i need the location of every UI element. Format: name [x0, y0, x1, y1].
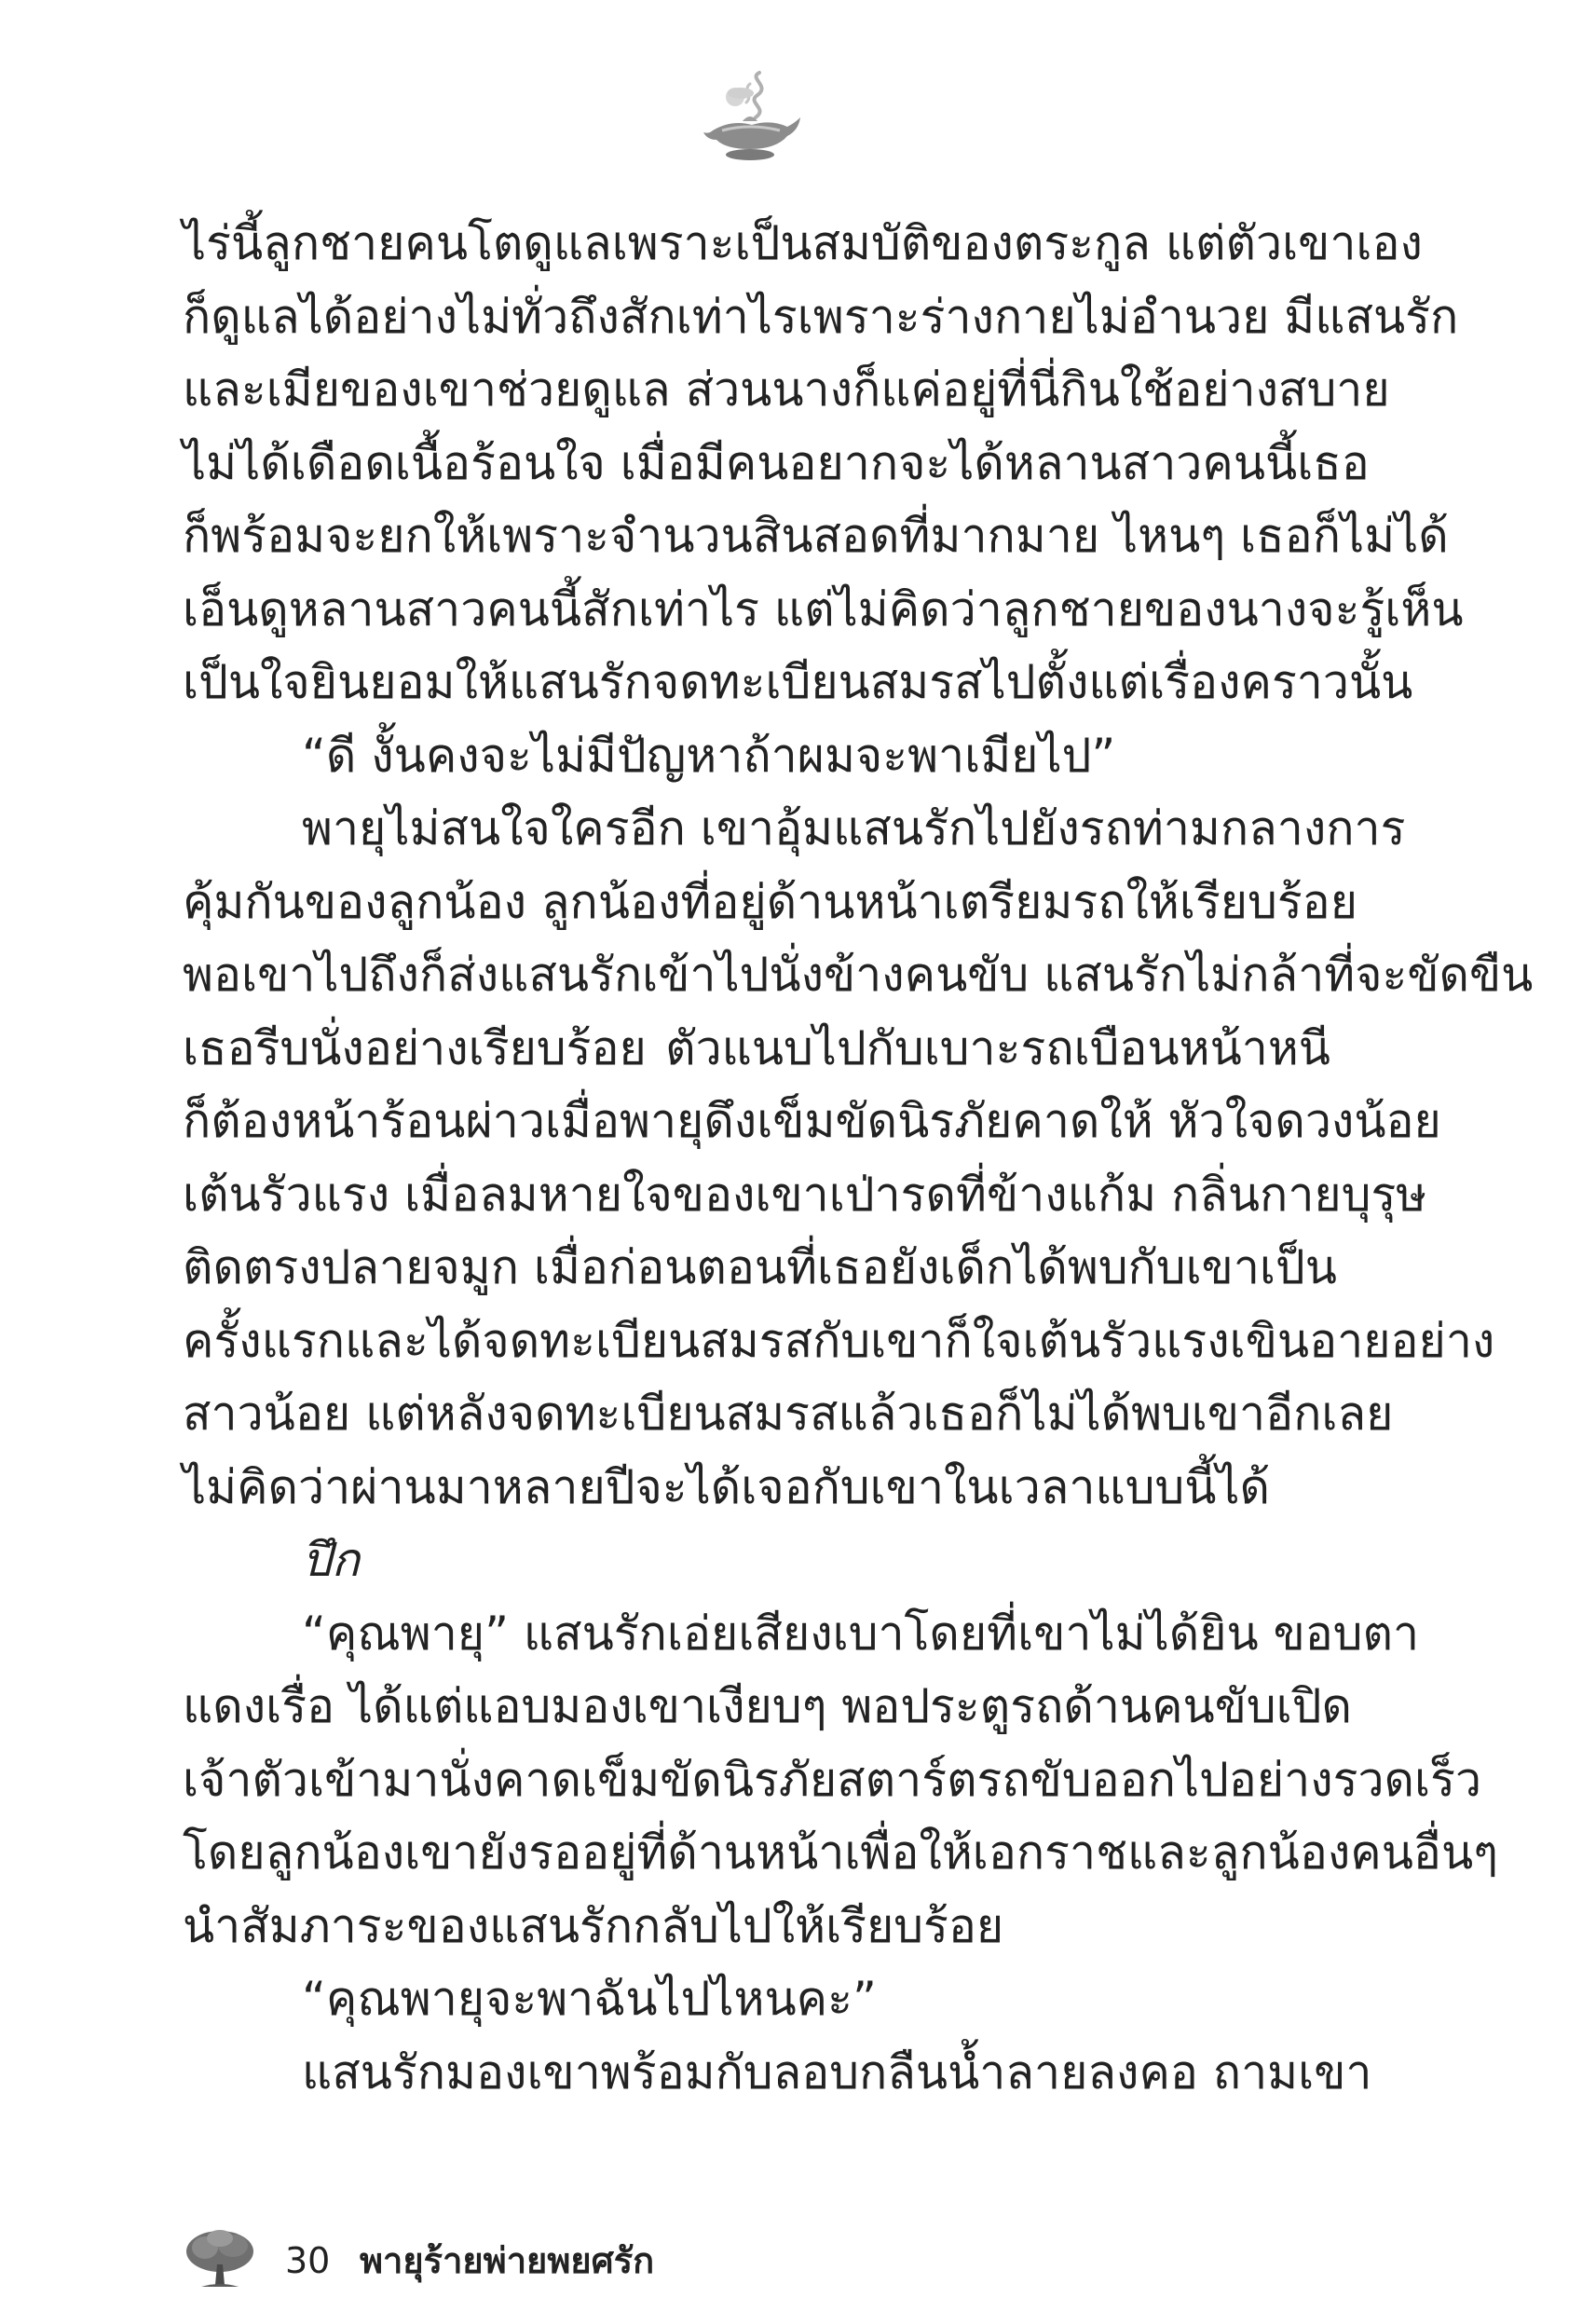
paragraph	[183, 1962, 1330, 2036]
text-line: พายุไม่สนใจใครอีก เขาอุ้มแสนรักไปยังรถท่ามกลางการ	[302, 801, 1406, 855]
text-line: “คุณพายุ” แสนรักเอ่ยเสียงเบาโดยที่เขาไม่ได้ยิน ขอบตา	[302, 1606, 1420, 1661]
text-line: ครั้งแรกและได้จดทะเบียนสมรสกับเขาก็ใจเต้นรัวแรงเขินอายอย่าง	[183, 1313, 1495, 1368]
paragraph	[183, 2036, 1372, 2110]
text-line: ติดตรงปลายจมูก เมื่อก่อนตอนที่เธอยังเด็กได้พบกับเขาเป็น	[183, 1240, 1337, 1294]
text-line: โดยลูกน้องเขายังรออยู่ที่ด้านหน้าเพื่อให้เอกราชและลูกน้องคนอื่นๆ	[183, 1826, 1498, 1880]
text-line: “ดี งั้นคงจะไม่มีปัญหาถ้าผมจะพาเมียไป”	[302, 728, 1116, 783]
text-line: ไม่คิดว่าผ่านมาหลายปีจะได้เจอกับเขาในเวลาแบบนี้ได้	[183, 1459, 1270, 1514]
text-line: เต้นรัวแรง เมื่อลมหายใจของเขาเป่ารดที่ข้างแก้ม กลิ่นกายบุรุษ	[183, 1167, 1427, 1222]
text-line: คุ้มกันของลูกน้อง ลูกน้องที่อยู่ด้านหน้าเตรียมรถให้เรียบร้อย	[183, 874, 1358, 929]
text-line: เจ้าตัวเข้ามานั่งคาดเข็มขัดนิรภัยสตาร์ตรถขับออกไปอย่างรวดเร็ว	[183, 1752, 1482, 1807]
text-line: แดงเรื่อ ได้แต่แอบมองเขาเงียบๆ พอประตูรถด้านคนขับเปิด	[183, 1679, 1352, 1733]
text-line: ก็พร้อมจะยกให้เพราะจำนวนสินสอดที่มากมาย ไหนๆ เธอก็ไม่ได้	[183, 509, 1449, 563]
page-footer	[183, 2227, 1021, 2302]
text-line: เอ็นดูหลานสาวคนนี้สักเท่าไร แต่ไม่คิดว่าลูกชายของนางจะรู้เห็น	[183, 581, 1464, 636]
text-line: ปึก	[302, 1533, 361, 1587]
text-line: นำสัมภาระของแสนรักกลับไปให้เรียบร้อย	[183, 1898, 1004, 1953]
magic-lamp-icon	[694, 65, 806, 168]
paragraph	[183, 719, 1330, 793]
paragraph	[183, 1524, 1330, 1597]
page-number: 30	[285, 2240, 331, 2281]
text-line: “คุณพายุจะพาฉันไปไหนคะ”	[302, 1972, 877, 2026]
body-text	[183, 207, 1534, 2109]
text-line: ก็ต้องหน้าร้อนผ่าวเมื่อพายุดึงเข็มขัดนิรภัยคาดให้ หัวใจดวงน้อย	[183, 1094, 1441, 1148]
text-line: สาวน้อย แต่หลังจดทะเบียนสมรสแล้วเธอก็ไม่ได้พบเขาอีกเลย	[183, 1387, 1394, 1441]
text-line: เป็นใจยินยอมให้แสนรักจดทะเบียนสมรสไปตั้งแต่เรื่องคราวนั้น	[183, 655, 1413, 709]
book-title: พายุร้ายพ่ายพยศรัก	[360, 2240, 655, 2281]
text-line: พอเขาไปถึงก็ส่งแสนรักเข้าไปนั่งข้างคนขับ แสนรักไม่กล้าที่จะขัดขืน	[183, 948, 1534, 1002]
tree-icon	[183, 2227, 257, 2294]
text-line: ก็ดูแลได้อย่างไม่ทั่วถึงสักเท่าไรเพราะร่างกายไม่อำนวย มีแสนรัก	[183, 289, 1459, 344]
paragraph	[183, 792, 1534, 1524]
text-line: ไร่นี้ลูกชายคนโตดูแลเพราะเป็นสมบัติของตระกูล แต่ตัวเขาเอง	[183, 216, 1423, 270]
paragraph	[183, 207, 1464, 719]
paragraph	[183, 1597, 1498, 1963]
text-line: เธอรีบนั่งอย่างเรียบร้อย ตัวแนบไปกับเบาะรถเบือนหน้าหนี	[183, 1020, 1330, 1075]
text-line: ไม่ได้เดือดเนื้อร้อนใจ เมื่อมีคนอยากจะได้หลานสาวคนนี้เธอ	[183, 435, 1370, 490]
text-line: แสนรักมองเขาพร้อมกับลอบกลืนน้ำลายลงคอ ถามเขา	[302, 2044, 1372, 2099]
text-line: และเมียของเขาช่วยดูแล ส่วนนางก็แค่อยู่ที่นี่กินใช้อย่างสบาย	[183, 362, 1390, 417]
